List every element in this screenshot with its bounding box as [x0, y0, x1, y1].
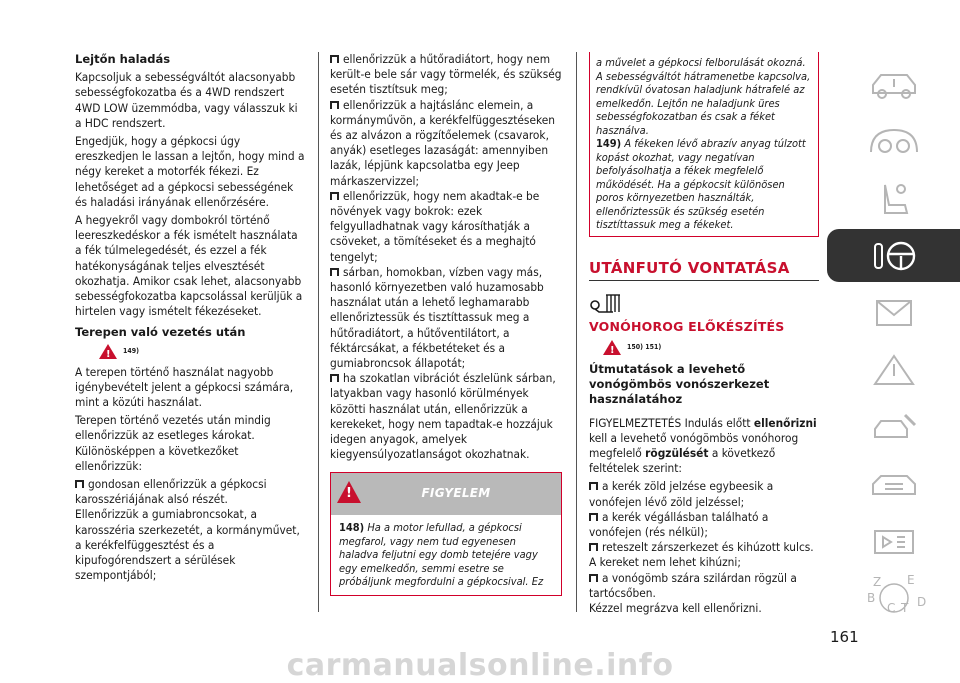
heading-downhill: Lejtőn haladás	[75, 52, 171, 66]
column-2	[330, 52, 562, 596]
paragraph: Terepen történő vezetés után mindig ellenőrizzük az esetleges károkat. Különösképpen a következőket ellenőrizzük:	[75, 413, 271, 473]
warning-triangle-icon	[603, 340, 621, 355]
specs-icon[interactable]	[827, 457, 960, 510]
warning-box-continued	[589, 52, 819, 237]
reference-numbers: 150) 151)	[627, 342, 662, 351]
column-divider-2	[576, 52, 577, 612]
paragraph: Ellenőrizzük a gumiabroncsokat, a karosszéria szerkezetét, a kormányművet, a kerékfelfüggesztést és a kipufogórendszert a sérülések szempontjából;	[75, 507, 300, 583]
chapter-sidebar	[827, 58, 960, 628]
index-letter: C	[887, 601, 896, 615]
paragraph: A hegyekről vagy dombokról történő leereszkedéskor a fék ismételt használata a fék túlmelegedését, és ezzel a fék hatékonyságának teljes elvesztését okozhatja. Amikor csak lehet, alacsonyabb sebességfokozatba kapcsolással kerüljük a hirtelen vagy ismételt fékezéseket.	[75, 213, 303, 319]
warning-text: a művelet a gépkocsi felborulását okozná. A sebességváltót hátramenetbe kapcsolva, rendkívül óvatosan haladjunk hátrafelé az emelkedőn. Lejtőn ne haladjunk üres sebességfokozatban és csak a féket használva.	[596, 56, 811, 137]
bullet-item: ellenőrizzük a hajtáslánc elemein, a kormányművön, a kerékfelfüggesztéseken és az alvázon a rögzítőelemek (csavarok, anyák) esetleges lazaságát: amennyiben lazák, lépjünk kapcsolatba egy Jeep márkaszervizzel;	[330, 97, 555, 188]
paragraph: Kézzel megrázva kell ellenőrizni.	[589, 600, 762, 615]
warning-light-icon[interactable]	[827, 286, 960, 339]
warning-reference	[99, 344, 305, 360]
warning-triangle-icon	[99, 344, 117, 359]
bullet-item: sárban, homokban, vízben vagy más, hasonló környezetben való huzamosabb használat után a lehető leghamarabb ellenőriztessük és tisztíttassuk meg a hűtőradiátort, a hűtőventilátort, a féktárcsákat, a fékbetéteket és a gumiabroncsok állapotát;	[330, 264, 544, 371]
bullet-item: ha szokatlan vibrációt észlelünk sárban, latyakban vagy hasonló körülmények közötti használat után, ellenőrizzük a kerekeket, hogy nem tapadtak-e hozzájuk idegen anyagok, amelyek kiegyensúlyozatlanságot okozhatnak.	[330, 371, 556, 462]
bullet-item: a kerék zöld jelzése egybeesik a vonófejen lévő zöld jelzéssel;	[589, 479, 774, 509]
paragraph: A terepen történő használat nagyobb igénybevételt jelent a gépkocsi számára, mint a közúti használat.	[75, 364, 294, 410]
bullet-icon	[330, 55, 339, 63]
warning-number: 149)	[596, 137, 622, 150]
page-number: 161	[830, 628, 859, 646]
bullet-icon	[330, 268, 339, 276]
dashboard-icon[interactable]	[827, 115, 960, 168]
paragraph: Engedjük, hogy a gépkocsi úgy ereszkedjen le lassan a lejtőn, hogy mind a négy kereket a motorfék fékezi. Ez lehetőséget ad a gépkocsi sebességének és haladási irányának ellenőrzésére.	[75, 134, 305, 209]
watermark: carmanualsonline.info	[286, 648, 674, 683]
index-letter: E	[907, 573, 915, 587]
seat-icon[interactable]	[827, 172, 960, 225]
warning-header	[331, 473, 561, 515]
bullet-icon	[589, 482, 598, 490]
warning-title: FIGYELEM	[421, 486, 491, 501]
bullet-icon	[75, 480, 84, 488]
bullet-item: reteszelt zárszerkezet és kihúzott kulcs. A kereket nem lehet kihúzni;	[589, 540, 814, 570]
index-letter: D	[917, 595, 927, 609]
paragraph: Kapcsoljuk a sebességváltót alacsonyabb sebességfokozatba és a 4WD rendszert 4WD LOW üzemmódba, vagy válasszuk ki a HDC rendszert.	[75, 70, 298, 130]
bullet-item: ellenőrizzük, hogy nem akadtak-e be növények vagy bokrok: ezek felgyulladhatnak vagy károsíthatják a csöveket, a tömítéseket és a meghajtó tengelyt;	[330, 188, 540, 264]
bullet-icon	[330, 374, 339, 382]
bullet-item: a vonógömb szára szilárdan rögzül a tartócsőben.	[589, 570, 797, 600]
car-info-icon[interactable]	[827, 58, 960, 111]
wrench-car-icon[interactable]	[827, 400, 960, 453]
reference-number: 149)	[123, 346, 140, 355]
index-letter: B	[867, 591, 876, 605]
bullet-icon	[589, 574, 598, 582]
index-icon[interactable]	[827, 571, 960, 624]
bullet-item: gondosan ellenőrizzük a gépkocsi karosszériájának alsó részét.	[75, 477, 267, 507]
bullet-item: ellenőrizzük a hűtőradiátort, hogy nem került-e bele sár vagy törmelék, és szükség esetén tisztítsuk meg;	[330, 52, 562, 97]
tow-hitch-icon	[589, 291, 629, 315]
index-letter: T	[901, 601, 909, 615]
column-1	[75, 52, 305, 587]
bullet-icon	[589, 543, 598, 551]
bullet-item: a kerék végállásban található a vonófejen (rés nélkül);	[589, 509, 769, 539]
warning-text: A fékeken lévő abrazív anyag túlzott kopást okozhat, vagy negatívan befolyásolhatja a fékek megfelelő működését. Ha a gépkocsit különösen poros környezetben használták, ellenőriztessük és szükség esetén tisztíttassuk meg a fékeket.	[596, 137, 806, 231]
heading-instructions: Útmutatások a levehető vonógömbös vonószerkezet használatához	[589, 361, 770, 407]
subsection-title: VONÓHOROG ELŐKÉSZÍTÉS	[589, 318, 785, 334]
bullet-icon	[589, 513, 598, 521]
bullet-icon	[330, 192, 339, 200]
multimedia-icon[interactable]	[827, 514, 960, 567]
warning-text: Ha a motor lefullad, a gépkocsi megfarol, vagy nem tud egyenesen haladva feljutni egy domb tetejére vagy egy emelkedőn, semmi esetre se próbáljunk megfordulni a gépkocsival. Ez	[339, 521, 544, 589]
key-steering-icon[interactable]	[827, 229, 960, 282]
heading-after-offroad: Terepen való vezetés után	[75, 325, 246, 340]
section-title: UTÁNFUTÓ VONTATÁSA	[589, 261, 819, 281]
warning-body	[331, 515, 561, 595]
column-3	[589, 52, 819, 619]
warning-reference	[603, 340, 819, 356]
paragraph: FIGYELMEZTETÉS Indulás előtt ellenőrizni kell a levehető vonógömbös vonóhorog megfelelő rögzülését a következő feltételek szerint:	[589, 415, 817, 476]
warning-box	[330, 472, 562, 596]
column-divider-1	[318, 52, 319, 612]
warning-number: 148)	[339, 521, 365, 535]
bullet-icon	[330, 101, 339, 109]
index-letter: Z	[873, 575, 882, 589]
triangle-hazard-icon[interactable]	[827, 343, 960, 396]
